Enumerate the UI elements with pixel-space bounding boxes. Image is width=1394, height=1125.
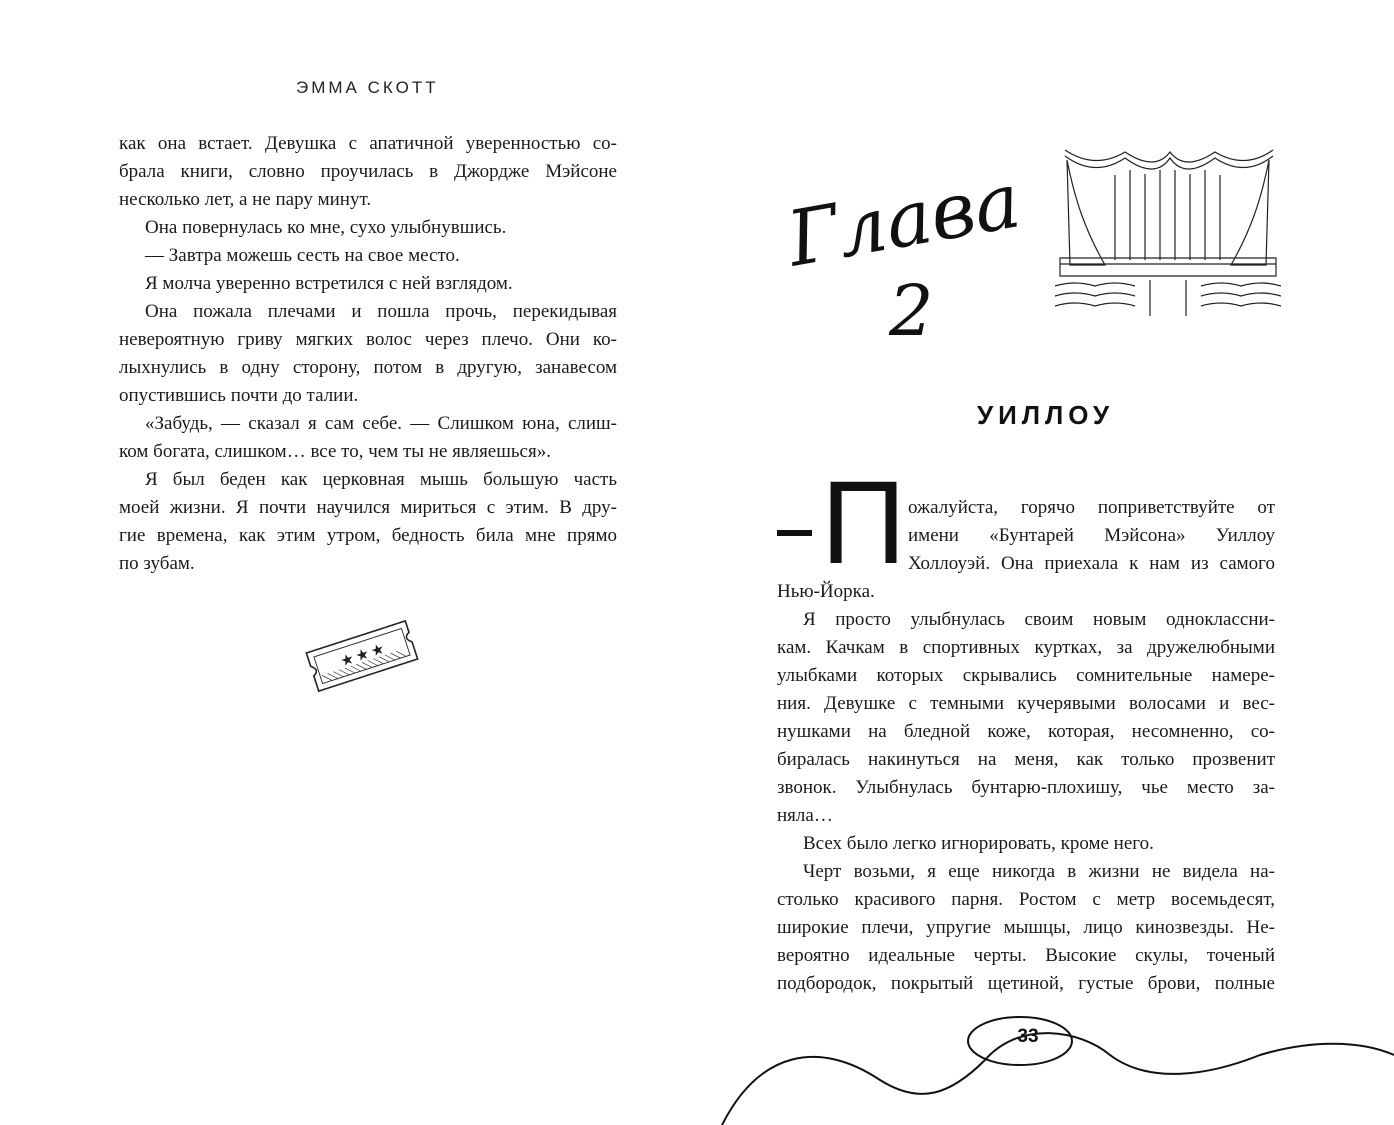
text-line: Черт возьми, я еще никогда в жизни не видела на- [803, 861, 1275, 882]
text-line: — Завтра можешь сесть на свое место. [145, 245, 460, 266]
text-line: Я просто улыбнулась своим новым одноклассни- [803, 609, 1275, 630]
text-line: столько красивого парня. Ростом с метр восемьдесят, [777, 889, 1275, 910]
text-line: улыбками которых скрывались сомнительные намере- [777, 665, 1275, 686]
text-line: моей жизни. Я почти научился мириться с этим. В дру- [119, 497, 617, 518]
text-line: звонок. Улыбнулась бунтарю-плохишу, чье место за- [777, 777, 1275, 798]
text-line: биралась накинуться на меня, как только прозвенит [777, 749, 1275, 770]
svg-text:★: ★ [368, 639, 387, 661]
character-name-heading: УИЛЛОУ [976, 400, 1115, 430]
text-line: невероятную гриву мягких волос через плечо. Они ко- [119, 329, 617, 350]
text-line: Нью-Йорка. [777, 581, 875, 602]
text-line: нушками на бледной коже, которая, несомненно, со- [777, 721, 1275, 742]
text-line: подбородок, покрытый щетиной, густые брови, полные [777, 973, 1275, 994]
page-number: 33 [1017, 1026, 1039, 1047]
text-line: кам. Качкам в спортивных куртках, за дружелюбными [777, 637, 1275, 658]
svg-text:★: ★ [337, 649, 357, 671]
text-line: «Забудь, — сказал я сам себе. — Слишком юна, слиш- [145, 413, 617, 434]
text-line: вероятно идеальные черты. Высокие скулы, точеный [777, 945, 1275, 966]
text-line: лыхнулись в одну сторону, потом в другую, занавесом [119, 357, 617, 378]
text-line: Всех было легко игнорировать, кроме него. [803, 833, 1154, 854]
chapter-heading: Глава [781, 155, 1027, 284]
text-line: Она повернулась ко мне, сухо улыбнувшись. [145, 217, 507, 238]
svg-text:★: ★ [353, 644, 372, 666]
text-line: как она встает. Девушка с апатичной уверенностью со- [119, 133, 617, 154]
text-line: ния. Девушке с темными кучерявыми волосами и вес- [777, 693, 1275, 714]
text-line: ожалуйста, горячо поприветствуйте от [908, 497, 1275, 518]
text-line: Я был беден как церковная мышь большую часть [145, 469, 617, 490]
text-line: гие времена, как этим утром, бедность била мне прямо [119, 525, 617, 546]
text-line: несколько лет, а не пару минут. [119, 189, 372, 210]
text-line: по зубам. [119, 553, 195, 574]
text-line: Она пожала плечами и пошла прочь, перекидывая [145, 301, 617, 322]
drop-cap-letter: П [821, 457, 906, 589]
text-line: опустившись почти до талии. [119, 385, 359, 406]
chapter-number: 2 [889, 270, 934, 352]
running-head-author: ЭММА СКОТТ [296, 78, 439, 97]
text-line: няла… [777, 805, 833, 826]
text-line: ком богата, слишком… все то, чем ты не являешься». [119, 441, 551, 462]
text-line: широкие плечи, упругие мышцы, лицо кинозвезды. Не- [777, 917, 1275, 938]
text-line: имени «Бунтарей Мэйсона» Уиллоу [908, 525, 1275, 546]
text-line: Холлоуэй. Она приехала к нам из самого [908, 553, 1275, 574]
text-line: Я молча уверенно встретился с ней взглядом. [145, 273, 513, 294]
text-line: брала книги, словно проучилась в Джордже Мэйсоне [119, 161, 617, 182]
